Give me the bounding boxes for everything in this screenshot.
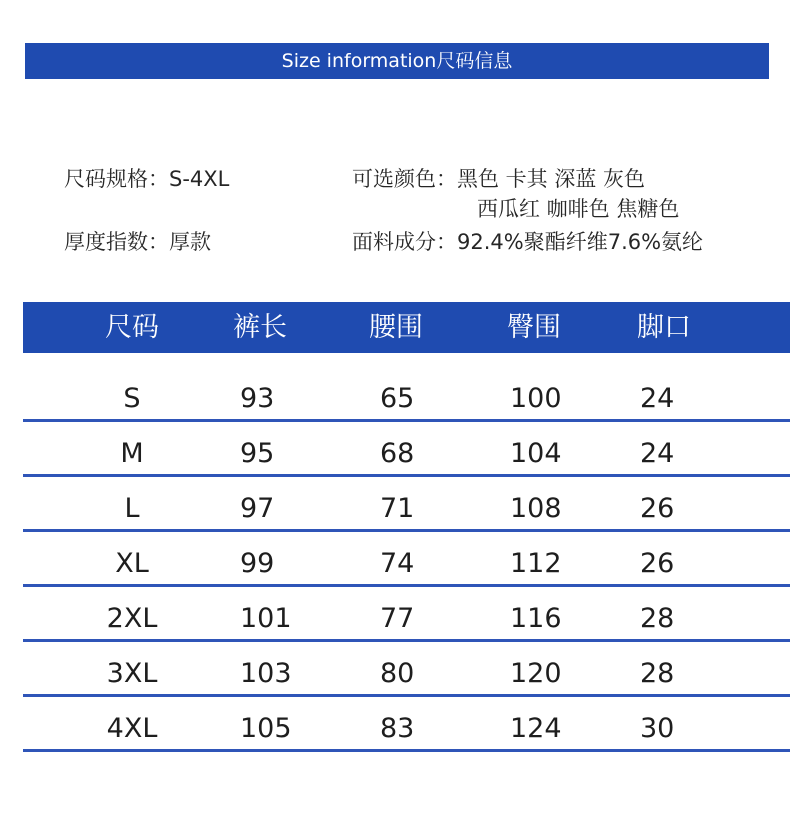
cell-waist: 68 <box>380 438 415 469</box>
header-hip: 臀围 <box>507 312 561 343</box>
colors-spec-line2: 西瓜红 咖啡色 焦糖色 <box>477 197 680 221</box>
table-row <box>23 698 790 752</box>
table-row <box>23 643 790 697</box>
cell-hip: 112 <box>510 548 562 579</box>
cell-hip: 116 <box>510 603 562 634</box>
cell-leg-opening: 24 <box>640 438 675 469</box>
table-row <box>23 478 790 532</box>
cell-size: 4XL <box>106 713 158 744</box>
fabric-spec: 面料成分：92.4%聚酯纤维7.6%氨纶 <box>352 230 704 254</box>
cell-length: 105 <box>240 713 292 744</box>
cell-length: 95 <box>240 438 275 469</box>
row-divider <box>23 639 790 642</box>
header-length: 裤长 <box>233 312 287 343</box>
cell-length: 97 <box>240 493 275 524</box>
size-table-header <box>23 302 790 353</box>
row-divider <box>23 474 790 477</box>
cell-length: 93 <box>240 383 275 414</box>
cell-size: M <box>120 438 144 469</box>
thickness-spec: 厚度指数：厚款 <box>64 230 211 254</box>
cell-leg-opening: 26 <box>640 548 675 579</box>
cell-size: S <box>123 383 141 414</box>
cell-leg-opening: 30 <box>640 713 675 744</box>
cell-length: 99 <box>240 548 275 579</box>
row-divider <box>23 584 790 587</box>
table-row <box>23 368 790 422</box>
header-leg-opening: 脚口 <box>637 312 691 343</box>
cell-waist: 77 <box>380 603 415 634</box>
header-size: 尺码 <box>105 312 159 343</box>
cell-leg-opening: 24 <box>640 383 675 414</box>
title-banner <box>25 43 769 79</box>
row-divider <box>23 419 790 422</box>
cell-hip: 104 <box>510 438 562 469</box>
row-divider <box>23 529 790 532</box>
cell-waist: 83 <box>380 713 415 744</box>
cell-hip: 124 <box>510 713 562 744</box>
cell-length: 103 <box>240 658 292 689</box>
cell-size: 3XL <box>106 658 158 689</box>
row-divider <box>23 694 790 697</box>
cell-leg-opening: 26 <box>640 493 675 524</box>
colors-spec-line1: 可选颜色：黑色 卡其 深蓝 灰色 <box>352 167 646 191</box>
cell-hip: 120 <box>510 658 562 689</box>
header-waist: 腰围 <box>369 312 423 343</box>
table-row <box>23 423 790 477</box>
cell-size: 2XL <box>106 603 158 634</box>
banner-title: Size information尺码信息 <box>281 50 513 72</box>
cell-leg-opening: 28 <box>640 603 675 634</box>
cell-size: L <box>124 493 140 524</box>
cell-waist: 71 <box>380 493 415 524</box>
table-row <box>23 533 790 587</box>
cell-waist: 65 <box>380 383 415 414</box>
cell-length: 101 <box>240 603 292 634</box>
cell-waist: 74 <box>380 548 415 579</box>
size-range-spec: 尺码规格：S-4XL <box>64 167 230 191</box>
cell-waist: 80 <box>380 658 415 689</box>
table-row <box>23 588 790 642</box>
cell-hip: 100 <box>510 383 562 414</box>
row-divider <box>23 749 790 752</box>
cell-leg-opening: 28 <box>640 658 675 689</box>
cell-size: XL <box>115 548 149 579</box>
cell-hip: 108 <box>510 493 562 524</box>
